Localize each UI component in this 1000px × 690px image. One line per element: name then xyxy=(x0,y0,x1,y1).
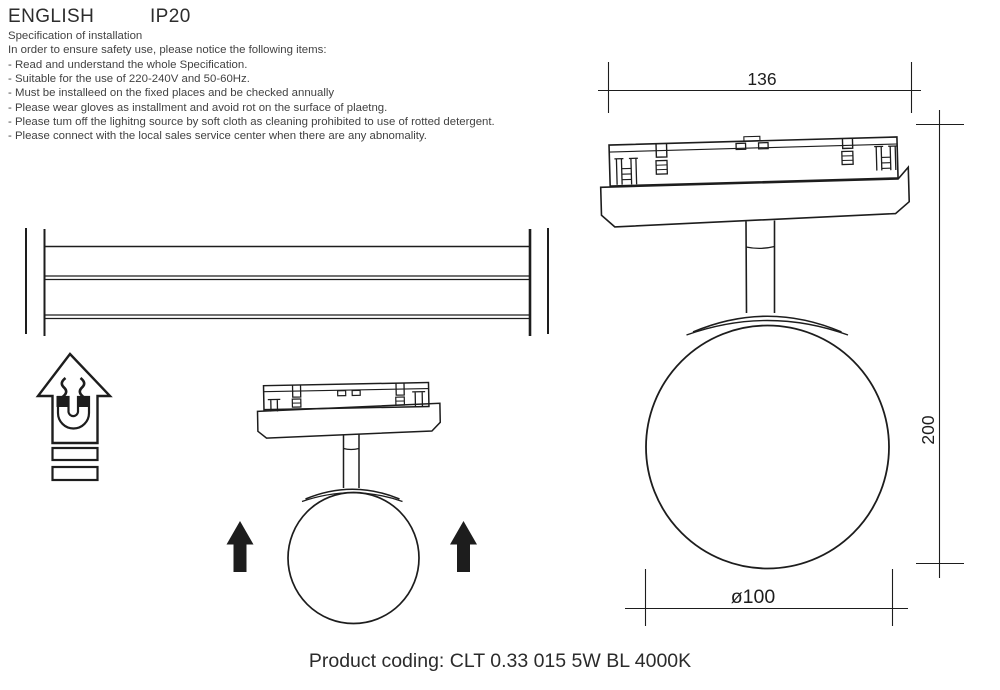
large-lamp-adapter xyxy=(599,132,909,227)
field-line-right xyxy=(80,378,84,397)
large-lamp-cap xyxy=(693,316,842,332)
dimension-annotations xyxy=(598,62,964,626)
spec-item: - Must be installeed on the fixed places and be checked annually xyxy=(8,87,335,100)
spec-item: - Please tum off the lighitng source by soft cloth as cleaning prohibited to use of rotted detergent. xyxy=(8,116,495,129)
product-coding: Product coding: CLT 0.33 015 5W BL 4000K xyxy=(308,650,692,672)
language-label: ENGLISH xyxy=(8,6,95,27)
up-arrow-outline xyxy=(38,354,110,443)
dim-width-136 xyxy=(598,62,921,113)
magnet-pole-left xyxy=(57,396,69,407)
large-lamp-base xyxy=(600,167,909,227)
small-lamp-sphere xyxy=(288,493,419,624)
up-arrow-right xyxy=(450,521,477,572)
large-lamp-stem xyxy=(746,221,775,314)
spec-item: - Read and understand the whole Specification. xyxy=(8,58,248,71)
small-lamp-cap xyxy=(306,489,400,499)
rail-segment-1 xyxy=(53,448,98,460)
spec-item: - Please connect with the local sales service center when there are any abnomality. xyxy=(8,130,427,143)
dim-width-label: 136 xyxy=(747,69,777,89)
large-lamp-cap-lower xyxy=(687,321,849,336)
small-lamp-stem xyxy=(344,434,360,489)
small-lamp-adapter xyxy=(257,382,440,438)
spec-item: - Suitable for the use of 220-240V and 50-60Hz. xyxy=(8,73,250,86)
dim-diameter-100 xyxy=(625,569,908,626)
spec-item: - Please wear gloves as installment and avoid rot on the surface of plaetng. xyxy=(8,101,388,114)
up-arrow-left xyxy=(227,521,254,572)
spec-title: Specification of installation xyxy=(8,30,143,42)
rail-segment-2 xyxy=(53,467,98,480)
large-lamp-drawing xyxy=(599,132,909,568)
small-lamp-drawing xyxy=(227,382,478,623)
dim-height-label: 200 xyxy=(918,415,938,445)
track-rail-drawing xyxy=(26,228,548,336)
dim-height-200 xyxy=(916,110,964,578)
ip-rating-label: IP20 xyxy=(150,6,191,27)
spec-intro: In order to ensure safety use, please notice the following items: xyxy=(8,44,327,57)
magnet-up-icon xyxy=(38,354,110,480)
large-lamp-sphere xyxy=(646,326,889,569)
field-line-left xyxy=(62,378,66,397)
dim-diameter-label: ø100 xyxy=(730,586,776,608)
